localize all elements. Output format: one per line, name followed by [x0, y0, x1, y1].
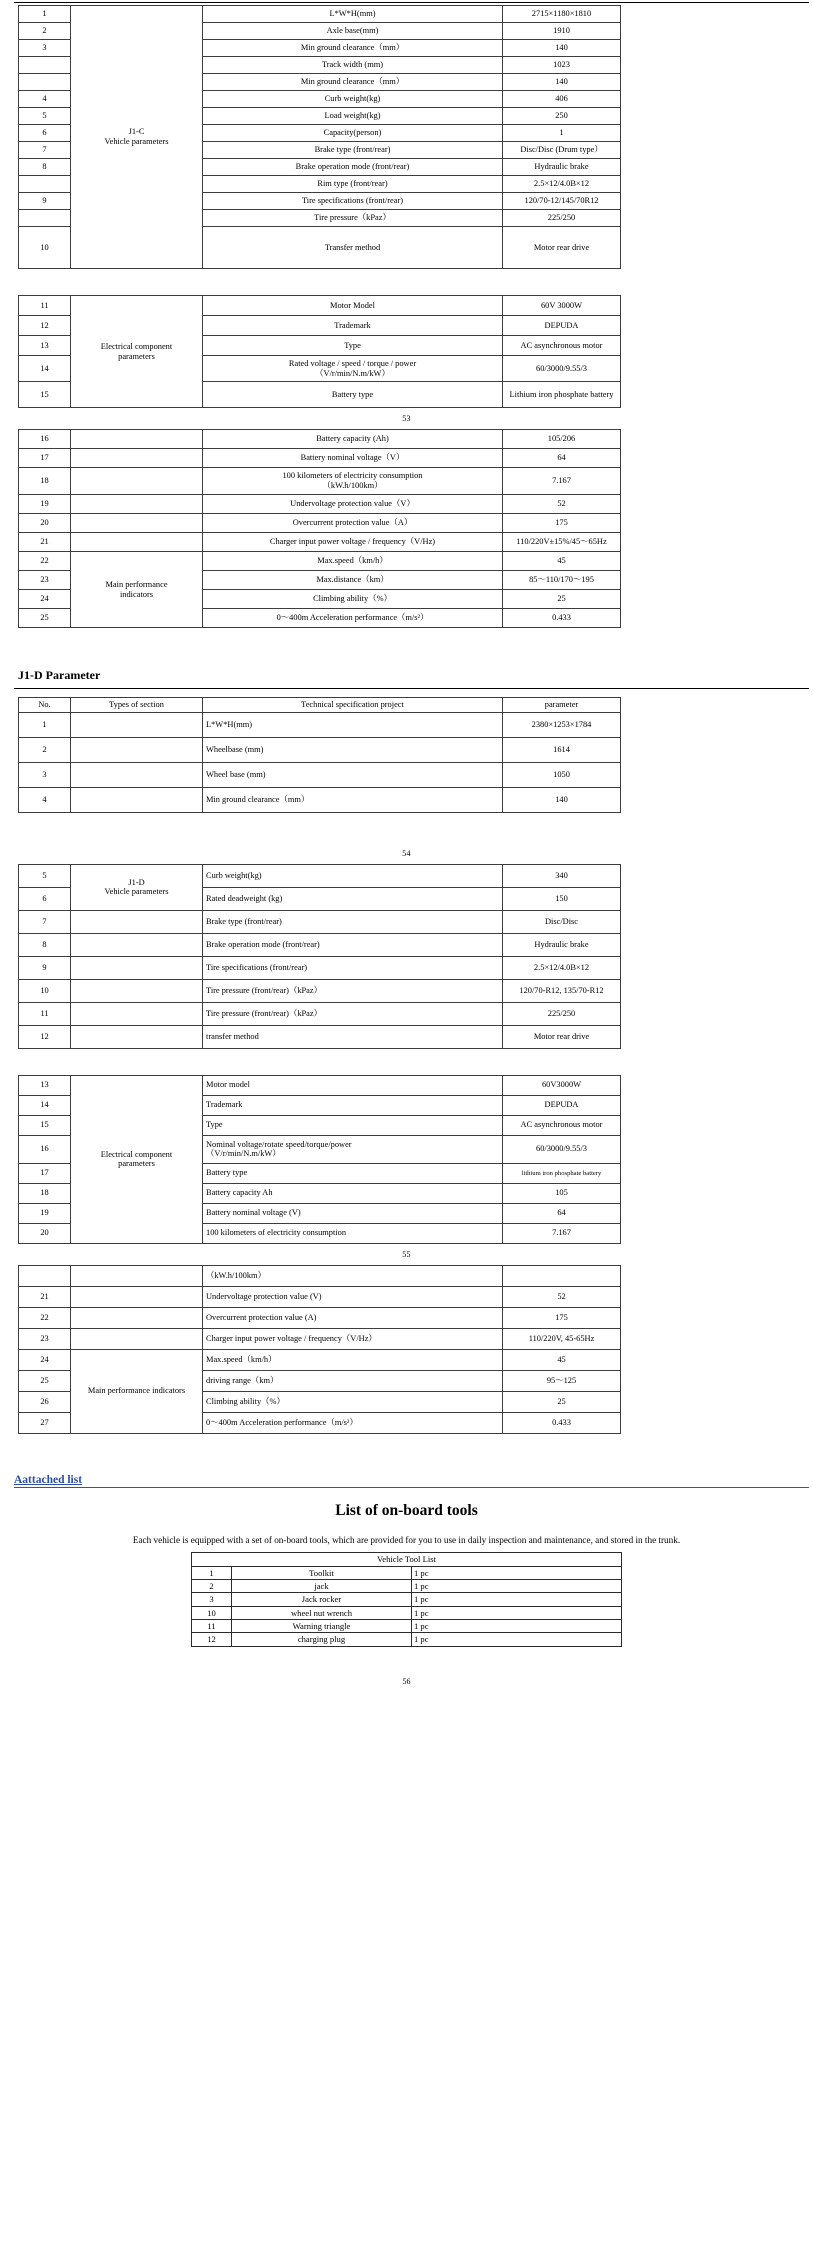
parameter-value: 95～125 [503, 1370, 621, 1391]
row-number: 13 [19, 336, 71, 356]
row-number: 7 [19, 142, 71, 159]
j1d-vehicle-parameters-table [18, 864, 621, 1049]
specification-project: transfer method [203, 1025, 503, 1048]
specification-project: Type [203, 336, 503, 356]
row-number [19, 1265, 71, 1286]
table-row [19, 762, 621, 787]
parameter-value: 140 [503, 787, 621, 812]
row-number: 8 [19, 933, 71, 956]
row-number: 22 [19, 552, 71, 571]
row-number: 23 [19, 571, 71, 590]
specification-project: Rated deadweight (kg) [203, 887, 503, 910]
parameter-value: Motor rear drive [503, 227, 621, 269]
tool-quantity: 1 pc [411, 1633, 621, 1646]
parameter-value: Disc/Disc (Drum type） [503, 142, 621, 159]
page-number-54: 54 [402, 848, 411, 858]
spacer [0, 1434, 813, 1474]
row-number: 13 [19, 1075, 71, 1095]
tool-list-row [191, 1579, 621, 1592]
j1c-main-performance-table [18, 429, 621, 628]
tool-name: Toolkit [231, 1566, 411, 1579]
row-number: 18 [19, 468, 71, 495]
specification-project: Wheel base (mm) [203, 762, 503, 787]
specification-project: Capacity(person) [203, 125, 503, 142]
row-number: 5 [19, 864, 71, 887]
row-number: 15 [19, 1115, 71, 1135]
parameter-value: Motor rear drive [503, 1025, 621, 1048]
table-row [19, 296, 621, 316]
parameter-value: 0.433 [503, 1412, 621, 1433]
section-type-empty [71, 514, 203, 533]
row-number [19, 210, 71, 227]
row-number: 16 [19, 1135, 71, 1163]
parameter-value: 110/220V, 45-65Hz [503, 1328, 621, 1349]
tool-row-number: 11 [191, 1619, 231, 1632]
j1d-electrical-table-wrapper [18, 1075, 813, 1244]
row-number: 24 [19, 590, 71, 609]
tool-list-row [191, 1606, 621, 1619]
section-type-label: Electrical component parameters [71, 1075, 203, 1243]
parameter-value: Lithium iron phosphate battery [503, 382, 621, 408]
specification-project: Max.speed（km/h） [203, 552, 503, 571]
tool-quantity: 1 pc [411, 1606, 621, 1619]
row-number: 2 [19, 737, 71, 762]
parameter-value: 60V3000W [503, 1075, 621, 1095]
section-type-label: Main performance indicators [71, 1349, 203, 1433]
row-number: 20 [19, 514, 71, 533]
section-type-empty [71, 1002, 203, 1025]
tool-list-row [191, 1633, 621, 1646]
j1d-main-performance-table [18, 1265, 621, 1434]
on-board-tools-heading: List of on-board tools [335, 1501, 478, 1519]
page-number-56: 56 [402, 1676, 411, 1686]
parameter-value: 150 [503, 887, 621, 910]
row-number: 27 [19, 1412, 71, 1433]
parameter-value: 140 [503, 40, 621, 57]
table-row [19, 1265, 621, 1286]
parameter-value: 25 [503, 1391, 621, 1412]
row-number: 9 [19, 193, 71, 210]
j1d-table1-wrapper [18, 697, 813, 813]
parameter-value: 406 [503, 91, 621, 108]
parameter-value: 2380×1253×1784 [503, 712, 621, 737]
table-row [19, 449, 621, 468]
specification-project: Wheelbase (mm) [203, 737, 503, 762]
parameter-value: 1050 [503, 762, 621, 787]
parameter-value: 2.5×12/4.0B×12 [503, 176, 621, 193]
specification-project: Climbing ability（%） [203, 1391, 503, 1412]
parameter-value: 7.167 [503, 468, 621, 495]
row-number [19, 176, 71, 193]
specification-project: Axle base(mm) [203, 23, 503, 40]
table-row [19, 979, 621, 1002]
specification-project: Charger input power voltage / frequency（V/Hz) [203, 533, 503, 552]
section-type-empty [71, 1286, 203, 1307]
parameter-value: 45 [503, 552, 621, 571]
specification-project: Tire pressure (front/rear)（kPaz） [203, 1002, 503, 1025]
row-number: 6 [19, 887, 71, 910]
row-number: 21 [19, 533, 71, 552]
row-number: 19 [19, 1203, 71, 1223]
row-number: 10 [19, 979, 71, 1002]
specification-project: Curb weight(kg) [203, 864, 503, 887]
parameter-value: AC asynchronous motor [503, 1115, 621, 1135]
specification-project: Charger input power voltage / frequency（V/Hz） [203, 1328, 503, 1349]
specification-project: Type [203, 1115, 503, 1135]
table-row [19, 1328, 621, 1349]
specification-project: Undervoltage protection value（V） [203, 495, 503, 514]
tool-quantity: 1 pc [411, 1619, 621, 1632]
specification-project: Tire pressure（kPaz） [203, 210, 503, 227]
row-number: 14 [19, 1095, 71, 1115]
table-row [19, 468, 621, 495]
spacer [0, 269, 813, 295]
tool-list-title-row [191, 1553, 621, 1566]
row-number: 24 [19, 1349, 71, 1370]
parameter-value: DEPUDA [503, 316, 621, 336]
specification-project: Battery capacity Ah [203, 1183, 503, 1203]
row-number: 14 [19, 356, 71, 382]
row-number: 9 [19, 956, 71, 979]
row-number: 10 [19, 227, 71, 269]
specification-project: Track width (mm) [203, 57, 503, 74]
parameter-value: 60/3000/9.55/3 [503, 356, 621, 382]
parameter-value: 52 [503, 1286, 621, 1307]
tool-row-number: 12 [191, 1633, 231, 1646]
parameter-value: 85～110/170～195 [503, 571, 621, 590]
table-row [19, 956, 621, 979]
header-types-of-section: Types of section [71, 698, 203, 713]
parameter-value: 25 [503, 590, 621, 609]
table-row [19, 910, 621, 933]
tool-quantity: 1 pc [411, 1593, 621, 1606]
row-number: 3 [19, 40, 71, 57]
specification-project: Tire specifications (front/rear) [203, 193, 503, 210]
parameter-value: 1023 [503, 57, 621, 74]
section-type-empty [71, 1307, 203, 1328]
page-number-53: 53 [402, 414, 411, 423]
j1d-performance-table-wrapper [18, 1265, 813, 1434]
j1c-electrical-table-wrapper [18, 295, 813, 408]
specification-project: Min ground clearance（mm） [203, 40, 503, 57]
parameter-value: 110/220V±15%/45～65Hz [503, 533, 621, 552]
row-number: 17 [19, 1163, 71, 1183]
section-type-empty [71, 910, 203, 933]
j1d-vehicle-table-wrapper [18, 864, 813, 1049]
table-row [19, 933, 621, 956]
section-type-empty [71, 762, 203, 787]
tool-row-number: 1 [191, 1566, 231, 1579]
parameter-value: 64 [503, 1203, 621, 1223]
tool-row-number: 3 [191, 1593, 231, 1606]
section-type-empty [71, 712, 203, 737]
parameter-value [503, 1265, 621, 1286]
spacer [0, 628, 813, 668]
parameter-value: 225/250 [503, 1002, 621, 1025]
parameter-value: 120/70-R12, 135/70-R12 [503, 979, 621, 1002]
row-number [19, 74, 71, 91]
specification-project: Tire pressure (front/rear)（kPaz） [203, 979, 503, 1002]
section-type-empty [71, 737, 203, 762]
specification-project: Rim type (front/rear) [203, 176, 503, 193]
parameter-value: DEPUDA [503, 1095, 621, 1115]
row-number: 20 [19, 1223, 71, 1243]
parameter-value: 0.433 [503, 609, 621, 628]
j1c-performance-table-wrapper [18, 429, 813, 628]
specification-project: Brake operation mode (front/rear) [203, 159, 503, 176]
parameter-value: 250 [503, 108, 621, 125]
table-row [19, 864, 621, 887]
vehicle-tool-list-table [191, 1552, 622, 1646]
specification-project: Overcurrent protection value（A） [203, 514, 503, 533]
parameter-value: 2.5×12/4.0B×12 [503, 956, 621, 979]
j1c-vehicle-parameters-table [18, 5, 621, 269]
parameter-value: 1 [503, 125, 621, 142]
row-number: 7 [19, 910, 71, 933]
row-number: 11 [19, 296, 71, 316]
table-row [19, 514, 621, 533]
parameter-value: 120/70-12/145/70R12 [503, 193, 621, 210]
row-number: 26 [19, 1391, 71, 1412]
tool-name: Jack rocker [231, 1593, 411, 1606]
table-row [19, 495, 621, 514]
parameter-value: 60V 3000W [503, 296, 621, 316]
specification-project: 100 kilometers of electricity consumption （kW.h/100km） [203, 468, 503, 495]
parameter-value: 105/206 [503, 430, 621, 449]
parameter-value: 60/3000/9.55/3 [503, 1135, 621, 1163]
section-type-empty [71, 933, 203, 956]
tool-list-row [191, 1566, 621, 1579]
section-type-label: Main performance indicators [71, 552, 203, 628]
row-number: 12 [19, 1025, 71, 1048]
row-number: 4 [19, 787, 71, 812]
specification-project: Min ground clearance（mm） [203, 787, 503, 812]
row-number: 18 [19, 1183, 71, 1203]
parameter-value: 1910 [503, 23, 621, 40]
table-row [19, 1075, 621, 1095]
specification-project: Battery nominal voltage (V) [203, 1203, 503, 1223]
specification-project: 0～400m Acceleration performance（m/s²） [203, 1412, 503, 1433]
row-number: 2 [19, 23, 71, 40]
specification-project: Tire specifications (front/rear) [203, 956, 503, 979]
specification-project: Brake type (front/rear) [203, 910, 503, 933]
row-number: 3 [19, 762, 71, 787]
parameter-value: Disc/Disc [503, 910, 621, 933]
page-number-55: 55 [402, 1249, 411, 1259]
header-no: No. [19, 698, 71, 713]
row-number: 23 [19, 1328, 71, 1349]
attached-list-link[interactable]: Aattached list [14, 1473, 83, 1486]
section-type-empty [71, 787, 203, 812]
section-type-empty [71, 1328, 203, 1349]
row-number: 17 [19, 449, 71, 468]
parameter-value: Hydraulic brake [503, 159, 621, 176]
section-type-label: J1-D Vehicle parameters [71, 864, 203, 910]
table-row [19, 1002, 621, 1025]
document-page [0, 2, 813, 2262]
spacer [0, 1049, 813, 1075]
specification-project: （kW.h/100km） [203, 1265, 503, 1286]
specification-project: Overcurrent protection value (A) [203, 1307, 503, 1328]
specification-project: Undervoltage protection value (V) [203, 1286, 503, 1307]
tool-quantity: 1 pc [411, 1579, 621, 1592]
j1d-parameter-table [18, 697, 621, 813]
row-number: 1 [19, 712, 71, 737]
table-row [19, 533, 621, 552]
parameter-value: 2715×1180×1810 [503, 6, 621, 23]
specification-project: Motor model [203, 1075, 503, 1095]
tool-list-row [191, 1619, 621, 1632]
attached-list-section [0, 1474, 813, 1647]
specification-project: Load weight(kg) [203, 108, 503, 125]
row-number: 19 [19, 495, 71, 514]
specification-project: Climbing ability（%） [203, 590, 503, 609]
specification-project: Battery type [203, 382, 503, 408]
j1d-section-heading: J1-D Parameter [18, 668, 101, 682]
tool-quantity: 1 pc [411, 1566, 621, 1579]
row-number: 1 [19, 6, 71, 23]
row-number: 4 [19, 91, 71, 108]
specification-project: Battery nominal voltage（V） [203, 449, 503, 468]
header-parameter: parameter [503, 698, 621, 713]
section-type-empty [71, 1265, 203, 1286]
row-number: 25 [19, 1370, 71, 1391]
parameter-value: 340 [503, 864, 621, 887]
parameter-value: 225/250 [503, 210, 621, 227]
parameter-value: 7.167 [503, 1223, 621, 1243]
tool-name: Warning triangle [231, 1619, 411, 1632]
specification-project: driving range（km） [203, 1370, 503, 1391]
attached-list-rule [14, 1487, 809, 1488]
specification-project: Max.speed（km/h） [203, 1349, 503, 1370]
specification-project: L*W*H(mm) [203, 712, 503, 737]
specification-project: Motor Model [203, 296, 503, 316]
table-row [19, 1307, 621, 1328]
specification-project: L*W*H(mm) [203, 6, 503, 23]
parameter-value: 105 [503, 1183, 621, 1203]
table-header-row [19, 698, 621, 713]
row-number [19, 57, 71, 74]
row-number: 11 [19, 1002, 71, 1025]
parameter-value: 175 [503, 514, 621, 533]
section-type-empty [71, 449, 203, 468]
table-row [19, 737, 621, 762]
table-row [19, 1286, 621, 1307]
parameter-value: 1614 [503, 737, 621, 762]
row-number: 25 [19, 609, 71, 628]
specification-project: 100 kilometers of electricity consumption [203, 1223, 503, 1243]
specification-project: 0～400m Acceleration performance（m/s²） [203, 609, 503, 628]
parameter-value: 45 [503, 1349, 621, 1370]
j1c-vehicle-table-wrapper [18, 5, 813, 269]
specification-project: Max.distance（km） [203, 571, 503, 590]
specification-project: Trademark [203, 1095, 503, 1115]
tool-row-number: 2 [191, 1579, 231, 1592]
top-horizontal-rule [14, 2, 809, 3]
parameter-value: 175 [503, 1307, 621, 1328]
row-number: 6 [19, 125, 71, 142]
row-number: 16 [19, 430, 71, 449]
table-row [19, 1349, 621, 1370]
row-number: 8 [19, 159, 71, 176]
specification-project: Transfer method [203, 227, 503, 269]
specification-project: Brake type (front/rear) [203, 142, 503, 159]
section-type-empty [71, 430, 203, 449]
table-row [19, 1025, 621, 1048]
specification-project: Nominal voltage/rotate speed/torque/power （V/r/min/N.m/kW） [203, 1135, 503, 1163]
specification-project: Min ground clearance（mm） [203, 74, 503, 91]
tool-name: wheel nut wrench [231, 1606, 411, 1619]
specification-project: Trademark [203, 316, 503, 336]
tool-name: jack [231, 1579, 411, 1592]
parameter-value: Hydraulic brake [503, 933, 621, 956]
section-type-empty [71, 956, 203, 979]
section-type-label: J1-C Vehicle parameters [71, 6, 203, 269]
specification-project: Rated voltage / speed / torque / power （V/r/min/N.m/kW） [203, 356, 503, 382]
row-number: 22 [19, 1307, 71, 1328]
section-type-empty [71, 1025, 203, 1048]
tool-row-number: 10 [191, 1606, 231, 1619]
parameter-value: AC asynchronous motor [503, 336, 621, 356]
tool-list-row [191, 1593, 621, 1606]
j1d-heading-rule [14, 688, 809, 689]
parameter-value: 52 [503, 495, 621, 514]
parameter-value: 140 [503, 74, 621, 91]
section-type-empty [71, 979, 203, 1002]
table-row [19, 712, 621, 737]
j1d-electrical-parameters-table [18, 1075, 621, 1244]
section-type-label: Electrical component parameters [71, 296, 203, 408]
section-type-empty [71, 495, 203, 514]
j1c-electrical-parameters-table [18, 295, 621, 408]
row-number: 5 [19, 108, 71, 125]
row-number: 15 [19, 382, 71, 408]
parameter-value: lithium iron phosphate battery [503, 1163, 621, 1183]
specification-project: Curb weight(kg) [203, 91, 503, 108]
specification-project: Battery type [203, 1163, 503, 1183]
row-number: 12 [19, 316, 71, 336]
specification-project: Brake operation mode (front/rear) [203, 933, 503, 956]
table-row [19, 552, 621, 571]
header-technical-specification-project: Technical specification project [203, 698, 503, 713]
row-number: 21 [19, 1286, 71, 1307]
table-row [19, 787, 621, 812]
tool-name: charging plug [231, 1633, 411, 1646]
on-board-tools-intro: Each vehicle is equipped with a set of on-board tools, which are provided for you to use in daily inspection and maintenance, and stored in the trunk. [132, 1534, 681, 1545]
specification-project: Battery capacity (Ah) [203, 430, 503, 449]
tool-list-title: Vehicle Tool List [191, 1553, 621, 1566]
section-type-empty [71, 533, 203, 552]
table-row [19, 6, 621, 23]
section-type-empty [71, 468, 203, 495]
parameter-value: 64 [503, 449, 621, 468]
table-row [19, 430, 621, 449]
